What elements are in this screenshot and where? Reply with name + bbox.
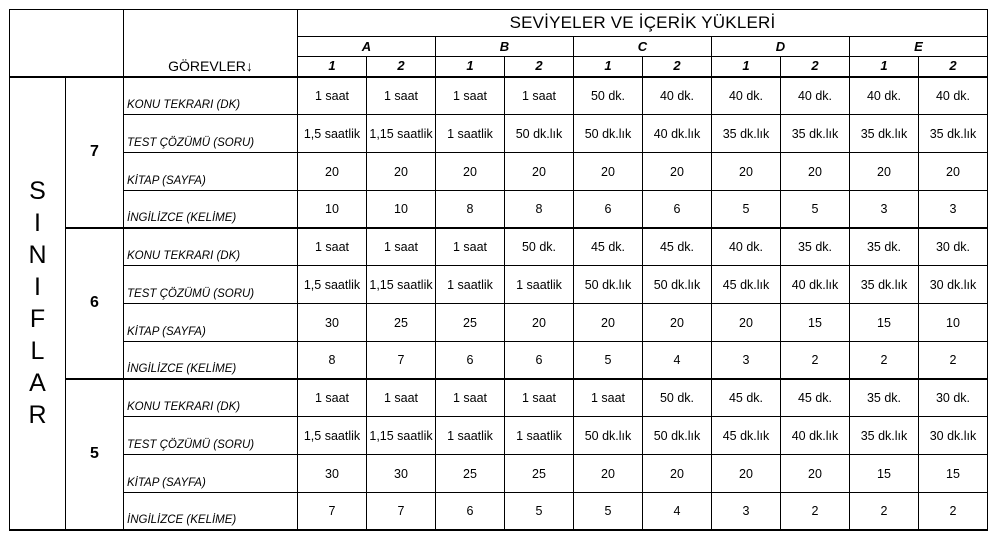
value-cell: 7 — [367, 342, 436, 379]
value-cell: 3 — [712, 342, 781, 379]
value-cell: 7 — [367, 493, 436, 530]
level-header-e: E — [850, 37, 988, 57]
value-cell: 1 saat — [298, 379, 367, 417]
value-cell: 30 dk. — [919, 228, 988, 266]
value-cell: 35 dk.lık — [919, 115, 988, 153]
value-cell: 1 saat — [367, 379, 436, 417]
value-cell: 1 saat — [436, 77, 505, 115]
value-cell: 40 dk. — [712, 77, 781, 115]
value-cell: 25 — [367, 304, 436, 342]
task-label: İNGİLİZCE (KELİME) — [124, 493, 298, 530]
task-label: TEST ÇÖZÜMÜ (SORU) — [124, 115, 298, 153]
value-cell: 35 dk.lık — [712, 115, 781, 153]
value-cell: 6 — [643, 191, 712, 228]
value-cell: 1 saatlik — [436, 417, 505, 455]
level-header-c: C — [574, 37, 712, 57]
value-cell: 8 — [505, 191, 574, 228]
value-cell: 1 saatlik — [436, 115, 505, 153]
value-cell: 50 dk.lık — [574, 115, 643, 153]
value-cell: 35 dk. — [850, 379, 919, 417]
value-cell: 20 — [643, 304, 712, 342]
table-title: SEVİYELER VE İÇERİK YÜKLERİ — [298, 10, 988, 37]
sublevel-header: 2 — [505, 57, 574, 77]
value-cell: 20 — [367, 153, 436, 191]
value-cell: 10 — [298, 191, 367, 228]
schedule-table — [9, 9, 988, 531]
value-cell: 15 — [850, 455, 919, 493]
value-cell: 1 saatlik — [505, 417, 574, 455]
value-cell: 1 saat — [436, 228, 505, 266]
value-cell: 5 — [505, 493, 574, 530]
sublevel-header: 1 — [298, 57, 367, 77]
table-row — [10, 342, 988, 379]
task-label: KİTAP (SAYFA) — [124, 455, 298, 493]
side-label-letter: I — [34, 208, 41, 237]
task-label: KONU TEKRARI (DK) — [124, 379, 298, 417]
grade-5-cell: 5 — [66, 379, 124, 530]
side-label-letter: S — [29, 176, 46, 205]
table-row — [10, 379, 988, 417]
value-cell: 1 saat — [574, 379, 643, 417]
value-cell: 20 — [574, 153, 643, 191]
value-cell: 35 dk.lık — [850, 417, 919, 455]
value-cell: 30 — [298, 304, 367, 342]
value-cell: 20 — [919, 153, 988, 191]
task-label: İNGİLİZCE (KELİME) — [124, 342, 298, 379]
table-row — [10, 455, 988, 493]
corner-cell — [10, 10, 124, 77]
value-cell: 2 — [850, 342, 919, 379]
value-cell: 1 saat — [298, 228, 367, 266]
grade-6-cell: 6 — [66, 228, 124, 379]
schedule-table-wrapper — [9, 9, 988, 531]
value-cell: 40 dk. — [712, 228, 781, 266]
value-cell: 6 — [436, 493, 505, 530]
value-cell: 20 — [781, 153, 850, 191]
value-cell: 30 dk.lık — [919, 417, 988, 455]
value-cell: 40 dk. — [850, 77, 919, 115]
value-cell: 50 dk.lık — [643, 266, 712, 304]
value-cell: 8 — [298, 342, 367, 379]
table-row — [10, 266, 988, 304]
value-cell: 20 — [505, 304, 574, 342]
value-cell: 20 — [712, 455, 781, 493]
value-cell: 20 — [643, 153, 712, 191]
value-cell: 15 — [850, 304, 919, 342]
sublevel-header: 2 — [781, 57, 850, 77]
value-cell: 1 saat — [298, 77, 367, 115]
level-header-d: D — [712, 37, 850, 57]
value-cell: 1,5 saatlik — [298, 115, 367, 153]
level-header-a: A — [298, 37, 436, 57]
value-cell: 20 — [643, 455, 712, 493]
value-cell: 50 dk. — [505, 228, 574, 266]
grade-7-cell: 7 — [66, 77, 124, 228]
gorevler-header: GÖREVLER↓ — [124, 10, 298, 77]
value-cell: 45 dk. — [574, 228, 643, 266]
task-label: İNGİLİZCE (KELİME) — [124, 191, 298, 228]
table-row — [10, 77, 988, 115]
value-cell: 40 dk. — [781, 77, 850, 115]
side-label-letter: L — [30, 336, 45, 365]
value-cell: 10 — [919, 304, 988, 342]
value-cell: 1 saat — [436, 379, 505, 417]
value-cell: 20 — [781, 455, 850, 493]
value-cell: 4 — [643, 342, 712, 379]
table-row — [10, 191, 988, 228]
value-cell: 25 — [505, 455, 574, 493]
table-row — [10, 153, 988, 191]
table-row — [10, 417, 988, 455]
value-cell: 20 — [574, 304, 643, 342]
value-cell: 50 dk. — [574, 77, 643, 115]
value-cell: 3 — [712, 493, 781, 530]
value-cell: 1,15 saatlik — [367, 266, 436, 304]
value-cell: 35 dk.lık — [850, 115, 919, 153]
value-cell: 3 — [850, 191, 919, 228]
value-cell: 6 — [574, 191, 643, 228]
task-label: KİTAP (SAYFA) — [124, 304, 298, 342]
value-cell: 1 saat — [505, 77, 574, 115]
value-cell: 2 — [919, 493, 988, 530]
value-cell: 30 dk.lık — [919, 266, 988, 304]
value-cell: 1,15 saatlik — [367, 417, 436, 455]
value-cell: 20 — [574, 455, 643, 493]
value-cell: 20 — [850, 153, 919, 191]
task-label: KONU TEKRARI (DK) — [124, 77, 298, 115]
value-cell: 20 — [712, 153, 781, 191]
value-cell: 30 — [298, 455, 367, 493]
value-cell: 35 dk. — [850, 228, 919, 266]
value-cell: 7 — [298, 493, 367, 530]
value-cell: 2 — [781, 342, 850, 379]
value-cell: 25 — [436, 304, 505, 342]
value-cell: 6 — [436, 342, 505, 379]
value-cell: 20 — [712, 304, 781, 342]
value-cell: 15 — [781, 304, 850, 342]
value-cell: 1 saat — [367, 228, 436, 266]
side-label-letter: R — [28, 400, 47, 429]
siniflar-side-label — [10, 77, 66, 530]
value-cell: 50 dk.lık — [574, 266, 643, 304]
value-cell: 30 dk. — [919, 379, 988, 417]
sublevel-header: 1 — [574, 57, 643, 77]
value-cell: 1 saat — [505, 379, 574, 417]
value-cell: 1 saatlik — [505, 266, 574, 304]
value-cell: 35 dk. — [781, 228, 850, 266]
value-cell: 20 — [298, 153, 367, 191]
value-cell: 50 dk.lık — [574, 417, 643, 455]
table-row — [10, 115, 988, 153]
table-row — [10, 304, 988, 342]
value-cell: 5 — [712, 191, 781, 228]
task-label: KİTAP (SAYFA) — [124, 153, 298, 191]
value-cell: 20 — [436, 153, 505, 191]
value-cell: 35 dk.lık — [781, 115, 850, 153]
value-cell: 3 — [919, 191, 988, 228]
side-label-letter: F — [29, 304, 46, 333]
sublevel-header: 2 — [643, 57, 712, 77]
value-cell: 45 dk. — [781, 379, 850, 417]
side-label-letter: N — [28, 240, 47, 269]
value-cell: 1,15 saatlik — [367, 115, 436, 153]
table-row — [10, 228, 988, 266]
task-label: KONU TEKRARI (DK) — [124, 228, 298, 266]
value-cell: 45 dk.lık — [712, 266, 781, 304]
sublevel-header: 2 — [367, 57, 436, 77]
sublevel-header: 1 — [850, 57, 919, 77]
value-cell: 6 — [505, 342, 574, 379]
value-cell: 45 dk. — [643, 228, 712, 266]
sublevel-header: 1 — [712, 57, 781, 77]
value-cell: 1,5 saatlik — [298, 417, 367, 455]
value-cell: 30 — [367, 455, 436, 493]
value-cell: 8 — [436, 191, 505, 228]
value-cell: 25 — [436, 455, 505, 493]
value-cell: 45 dk. — [712, 379, 781, 417]
side-label-letter: A — [29, 368, 46, 397]
table-row — [10, 493, 988, 530]
task-label: TEST ÇÖZÜMÜ (SORU) — [124, 266, 298, 304]
level-header-b: B — [436, 37, 574, 57]
value-cell: 1 saat — [367, 77, 436, 115]
value-cell: 50 dk.lık — [505, 115, 574, 153]
value-cell: 2 — [781, 493, 850, 530]
sublevel-header: 1 — [436, 57, 505, 77]
side-label-letter: I — [34, 272, 41, 301]
value-cell: 5 — [574, 342, 643, 379]
value-cell: 5 — [781, 191, 850, 228]
value-cell: 40 dk.lık — [781, 417, 850, 455]
value-cell: 40 dk. — [643, 77, 712, 115]
value-cell: 50 dk. — [643, 379, 712, 417]
value-cell: 4 — [643, 493, 712, 530]
value-cell: 1,5 saatlik — [298, 266, 367, 304]
value-cell: 45 dk.lık — [712, 417, 781, 455]
value-cell: 1 saatlik — [436, 266, 505, 304]
value-cell: 40 dk.lık — [643, 115, 712, 153]
sublevel-header: 2 — [919, 57, 988, 77]
value-cell: 10 — [367, 191, 436, 228]
value-cell: 20 — [505, 153, 574, 191]
value-cell: 40 dk.lık — [781, 266, 850, 304]
value-cell: 15 — [919, 455, 988, 493]
value-cell: 2 — [919, 342, 988, 379]
value-cell: 50 dk.lık — [643, 417, 712, 455]
value-cell: 40 dk. — [919, 77, 988, 115]
value-cell: 35 dk.lık — [850, 266, 919, 304]
value-cell: 5 — [574, 493, 643, 530]
value-cell: 2 — [850, 493, 919, 530]
task-label: TEST ÇÖZÜMÜ (SORU) — [124, 417, 298, 455]
